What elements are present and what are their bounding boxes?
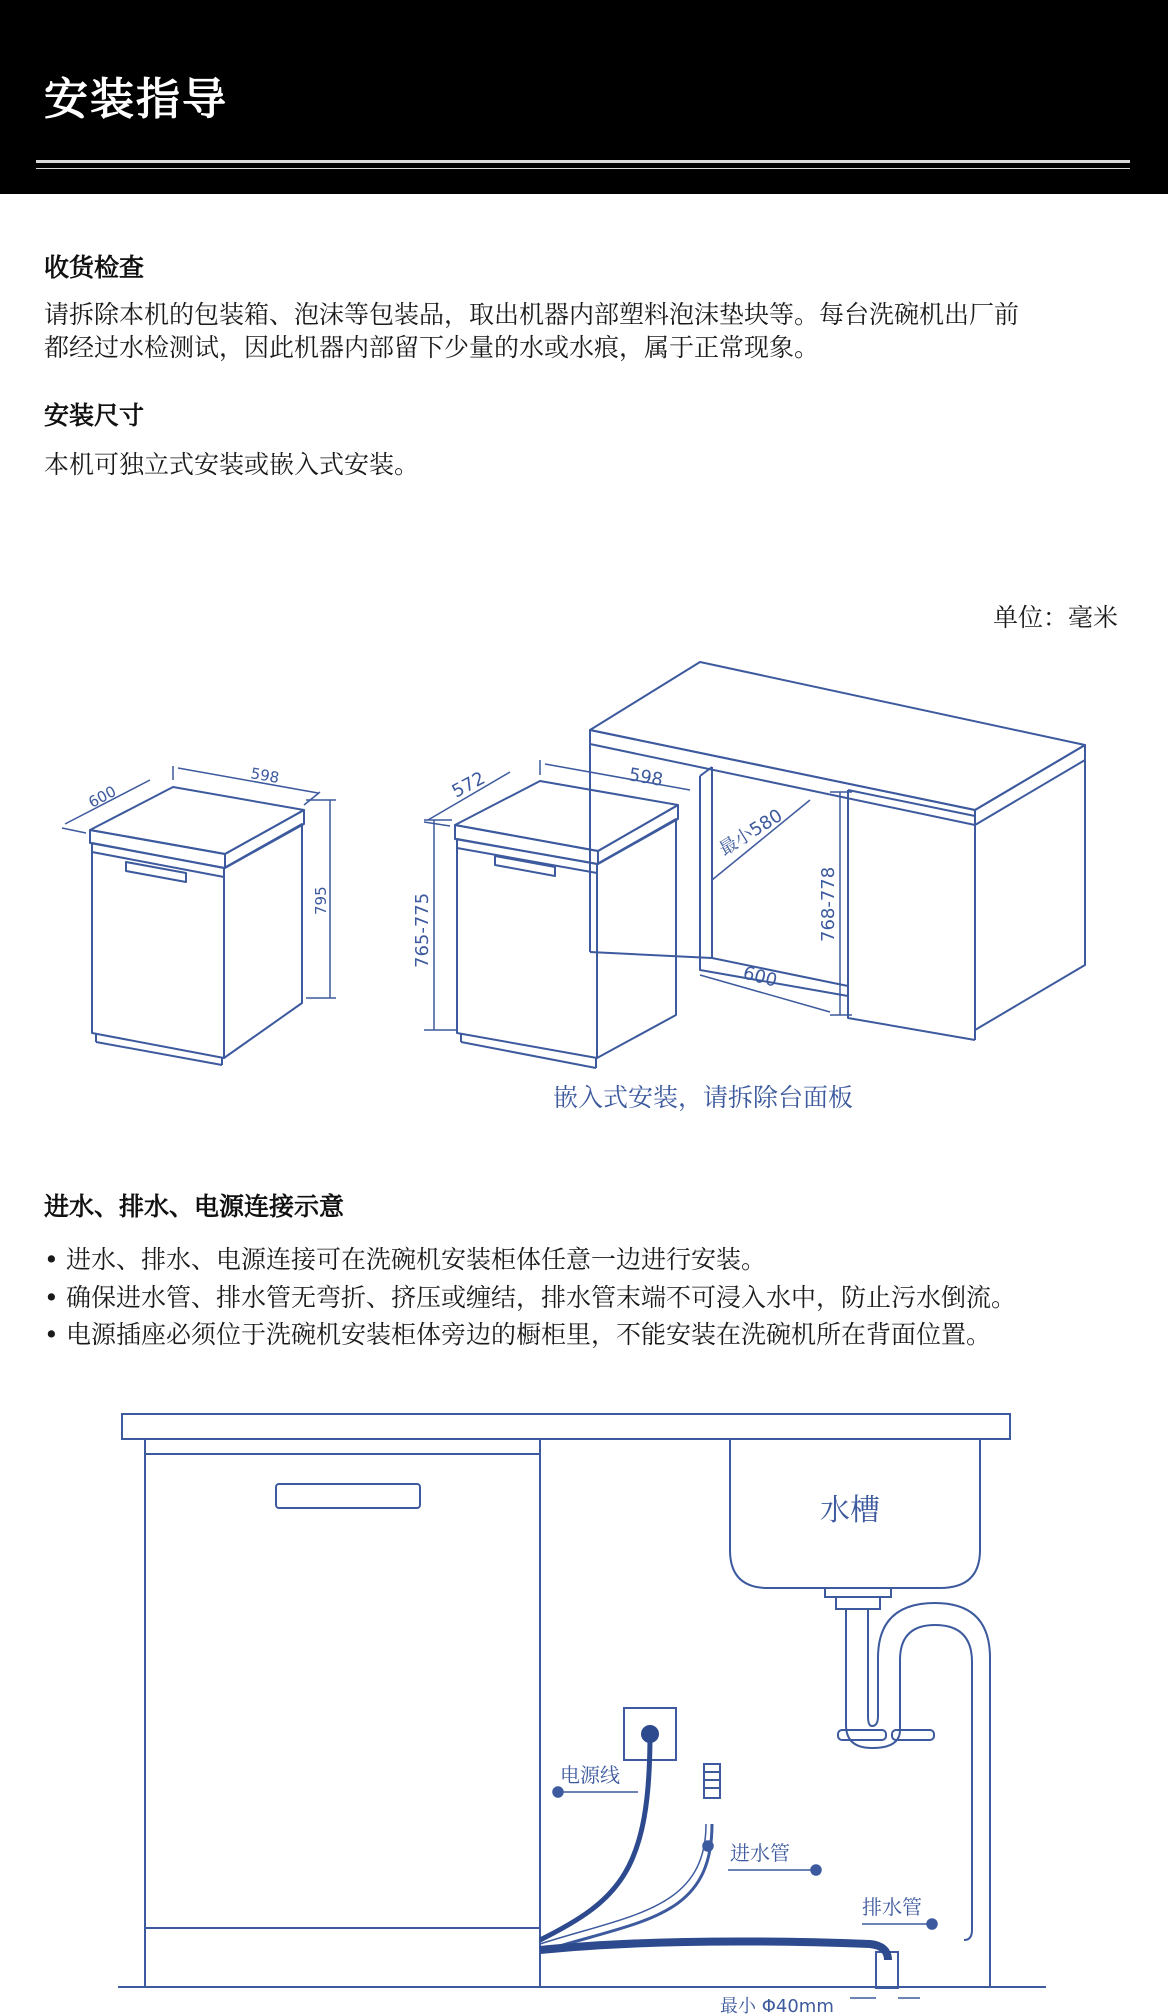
p-trap — [838, 1603, 990, 1988]
min-diameter-label: 最小 Φ40mm — [720, 1996, 834, 2016]
inspection-heading: 收货检查 — [44, 253, 145, 282]
fs-depth-label: 600 — [85, 782, 120, 812]
dishwasher — [145, 1439, 540, 1987]
dimensions-text: 本机可独立式安装或嵌入式安装。 — [44, 450, 420, 479]
inspection-line-1: 请拆除本机的包装箱、泡沫等包装品，取出机器内部塑料泡沫垫块等。每台洗碗机出厂前 — [44, 300, 1020, 329]
countertop — [122, 1414, 1010, 1439]
connections-bullet-2: • 确保进水管、排水管无弯折、挤压或缠结，排水管末端不可浸入水中，防止污水倒流。 — [44, 1283, 1016, 1313]
bi-width-label: 598 — [627, 764, 665, 791]
dimension-diagram — [0, 640, 1168, 1080]
inlet-hose — [540, 1824, 712, 1952]
connections-bullet-1: • 进水、排水、电源连接可在洗碗机安装柜体任意一边进行安装。 — [44, 1245, 766, 1275]
bi-height-label: 765-775 — [412, 892, 433, 968]
unit-label: 单位：毫米 — [992, 603, 1118, 632]
builtin-dishwasher — [424, 760, 690, 1068]
inlet-hose-label: 进水管 — [730, 1841, 790, 1865]
niche-width-label: 600 — [740, 962, 780, 992]
bi-depth-label: 572 — [448, 767, 489, 803]
connections-bullet-3: • 电源插座必须位于洗碗机安装柜体旁边的橱柜里，不能安装在洗碗机所在背面位置。 — [44, 1320, 991, 1350]
page-title: 安装指导 — [44, 74, 228, 125]
fs-height-label: 795 — [312, 886, 330, 915]
drain-hose — [540, 1942, 888, 1960]
drain-hose-label: 排水管 — [862, 1895, 922, 1919]
header-rule-thin — [36, 168, 1130, 169]
sink-drain — [825, 1588, 891, 1597]
niche-depth-label: 最小580 — [715, 805, 787, 861]
header-rule — [36, 160, 1130, 163]
connections-heading: 进水、排水、电源连接示意 — [44, 1192, 345, 1221]
builtin-caption: 嵌入式安装，请拆除台面板 — [553, 1083, 854, 1112]
power-cable-label: 电源线 — [560, 1763, 620, 1787]
freestanding-dishwasher — [62, 766, 336, 1065]
page-header — [0, 0, 1168, 194]
niche-height-label: 768-778 — [818, 866, 839, 942]
cabinet-niche — [590, 662, 1085, 1040]
fs-width-label: 598 — [249, 764, 281, 787]
sink-label: 水槽 — [820, 1493, 880, 1528]
dimensions-heading: 安装尺寸 — [44, 401, 145, 430]
inspection-line-2: 都经过水检测试，因此机器内部留下少量的水或水痕，属于正常现象。 — [44, 333, 820, 362]
connection-diagram — [0, 1400, 1168, 2016]
